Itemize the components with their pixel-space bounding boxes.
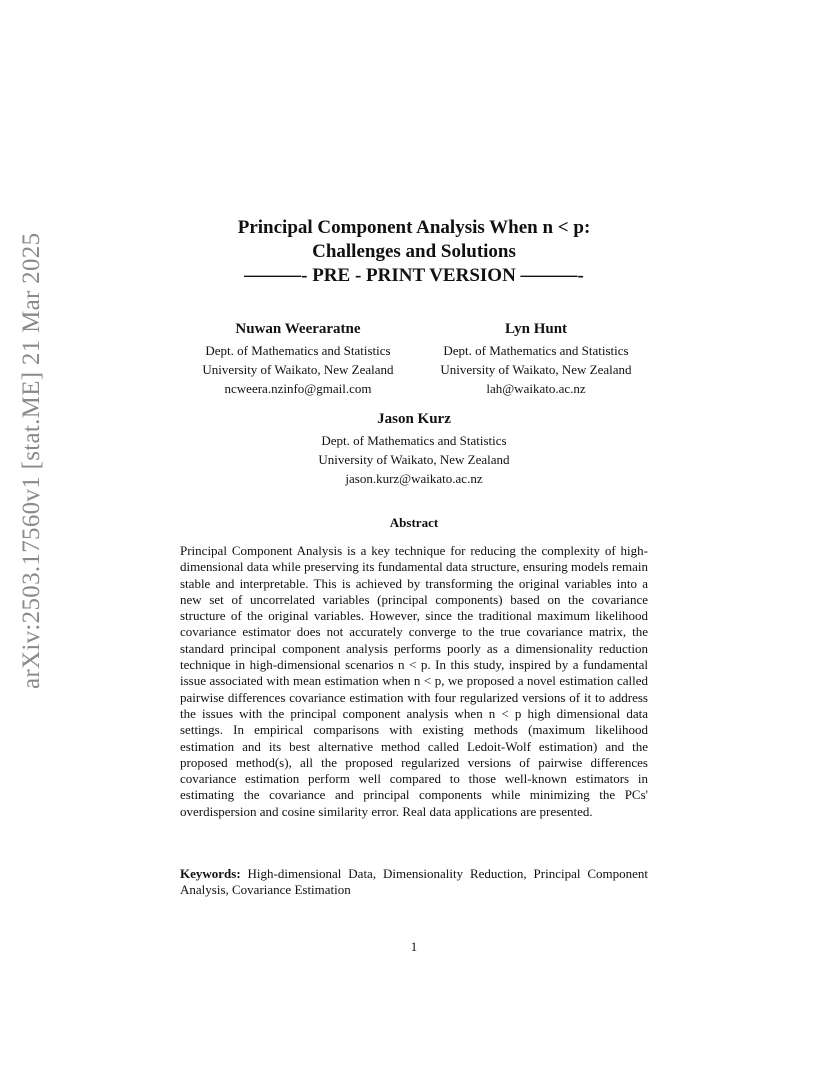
author-email: jason.kurz@waikato.ac.nz — [345, 471, 483, 486]
page-number: 1 — [410, 939, 418, 954]
abstract-text: Principal Component Analysis is a key technique for reducing the complexity of high-dimensional data while preserving its fundamental data structure, ensuring models remain stable and interpretable. This is achieved by transforming the original variables into a new set of uncorrelated variables (principal components) based on the covariance structure of the original variables. However, since the traditional maximum likelihood covariance estimator does not accurately converge to the true covariance matrix, the standard principal component analysis performs poorly as a dimensionality reduction technique in high-dimensional scenarios n < p. In this study, inspired by a fundamental issue associated with mean estimation when n < p, we proposed a novel estimation called pairwise differences covariance estimation with four regularized versions of it to address the issues with the principal component analysis when n < p high dimensional data settings. In empirical comparisons with existing methods (maximum likelihood estimation and its best alternative method called Ledoit-Wolf estimation) and the proposed method(s), all the proposed regularized versions of pairwise differences covariance estimation perform well compared to those well-known estimators in estimating the covariance and principal components while minimizing the PCs' overdispersion and cosine similarity error. Real data applications are presented. — [180, 543, 648, 819]
author-university: University of Waikato, New Zealand — [318, 452, 510, 467]
abstract-heading: Abstract — [389, 515, 439, 530]
title-line-1: Principal Component Analysis When n < p: — [237, 217, 591, 238]
keywords — [180, 866, 648, 899]
author-name: Jason Kurz — [377, 411, 451, 427]
title-line-2: Challenges and Solutions — [312, 241, 516, 262]
author-department: Dept. of Mathematics and Statistics — [321, 433, 507, 448]
author-name: Lyn Hunt — [504, 321, 568, 337]
title-line-3: ———- PRE - PRINT VERSION ———- — [244, 265, 584, 286]
author-email: lah@waikato.ac.nz — [486, 381, 586, 396]
arxiv-identifier: arXiv:2503.17560v1 [stat.ME] 21 Mar 2025 — [18, 232, 45, 689]
paper-title — [150, 216, 678, 288]
author-email: ncweera.nzinfo@gmail.com — [224, 381, 372, 396]
author-block — [418, 320, 654, 398]
keywords-text: High-dimensional Data, Dimensionality Reduction, Principal Component Analysis, Covariance Estimation — [180, 866, 649, 898]
author-department: Dept. of Mathematics and Statistics — [205, 343, 391, 358]
author-university: University of Waikato, New Zealand — [202, 362, 394, 377]
author-block — [283, 410, 545, 488]
author-university: University of Waikato, New Zealand — [440, 362, 632, 377]
author-department: Dept. of Mathematics and Statistics — [443, 343, 629, 358]
keywords-label: Keywords: — [180, 866, 241, 881]
author-block — [180, 320, 416, 398]
author-name: Nuwan Weeraratne — [235, 321, 361, 337]
